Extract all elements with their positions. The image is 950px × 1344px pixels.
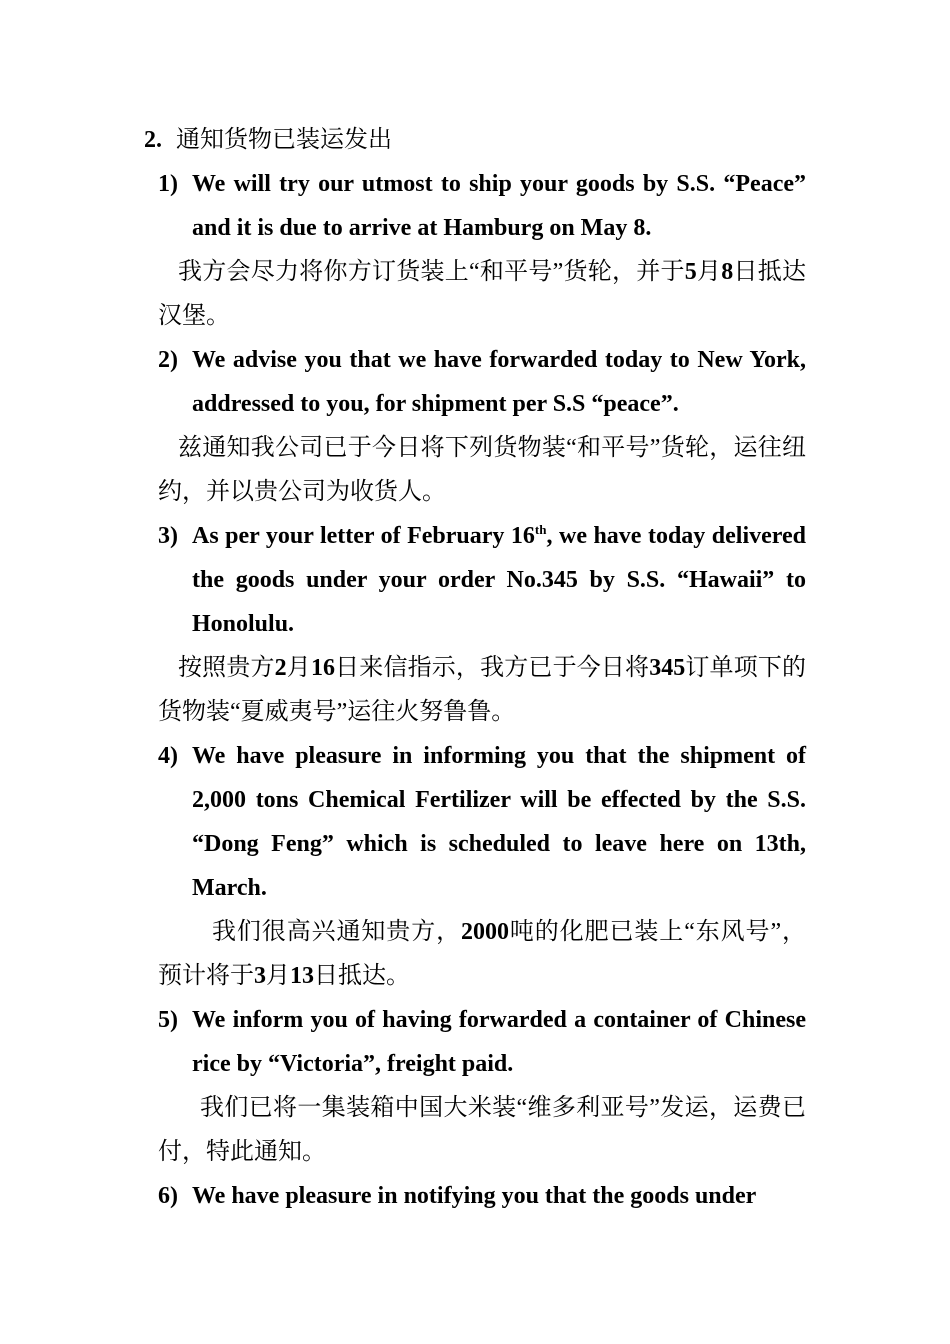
english-sentence: We have pleasure in notifying you that the goods under <box>192 1183 757 1209</box>
example-item-6 <box>158 1174 806 1218</box>
english-sentence: We advise you that we have forwarded today to New York, addressed to you, for shipment per S.S “peace”. <box>192 347 806 417</box>
example-item-4 <box>158 734 806 910</box>
item-number: 2) <box>158 347 178 373</box>
example-item-5 <box>158 998 806 1086</box>
chinese-translation-3: 按照贵方2月16日来信指示，我方已于今日将345订单项下的货物装“夏威夷号”运往火努鲁鲁。 <box>158 655 807 725</box>
english-sentence: As per your letter of February 16th, we have today delivered the goods under your order No.345 by S.S. “Hawaii” to Honolulu. <box>192 522 807 637</box>
example-item-1 <box>158 162 806 250</box>
item-number: 1) <box>158 171 178 197</box>
item-number: 6) <box>158 1183 178 1209</box>
english-sentence: We will try our utmost to ship your goods by S.S. “Peace” and it is due to arrive at Hamburg on May 8. <box>192 171 806 241</box>
ordinal-superscript: th <box>534 522 547 537</box>
section-heading <box>144 118 806 162</box>
chinese-translation-5: 我们已将一集装箱中国大米装“维多利亚号”发运，运费已付，特此通知。 <box>158 1095 806 1165</box>
section-number: 2. <box>144 127 162 153</box>
chinese-translation-2: 兹通知我公司已于今日将下列货物装“和平号”货轮，运往纽约，并以贵公司为收货人。 <box>158 435 806 505</box>
example-item-2 <box>158 338 806 426</box>
section-title: 通知货物已装运发出 <box>176 127 392 153</box>
english-sentence: We have pleasure in informing you that the shipment of 2,000 tons Chemical Fertilizer will be effected by the S.S. “Dong Feng” which is scheduled to leave here on 13th, March. <box>192 743 806 901</box>
document-page <box>144 118 807 1218</box>
item-number: 4) <box>158 743 178 769</box>
item-number: 3) <box>158 523 178 549</box>
chinese-translation-1: 我方会尽力将你方订货装上“和平号”货轮，并于5月8日抵达汉堡。 <box>158 259 807 329</box>
english-sentence: We inform you of having forwarded a container of Chinese rice by “Victoria”, freight paid. <box>192 1007 806 1077</box>
chinese-translation-4: 我们很高兴通知贵方，2000吨的化肥已装上“东风号”，预计将于3月13日抵达。 <box>158 919 806 989</box>
item-number: 5) <box>158 1007 178 1033</box>
example-item-3 <box>158 514 806 646</box>
